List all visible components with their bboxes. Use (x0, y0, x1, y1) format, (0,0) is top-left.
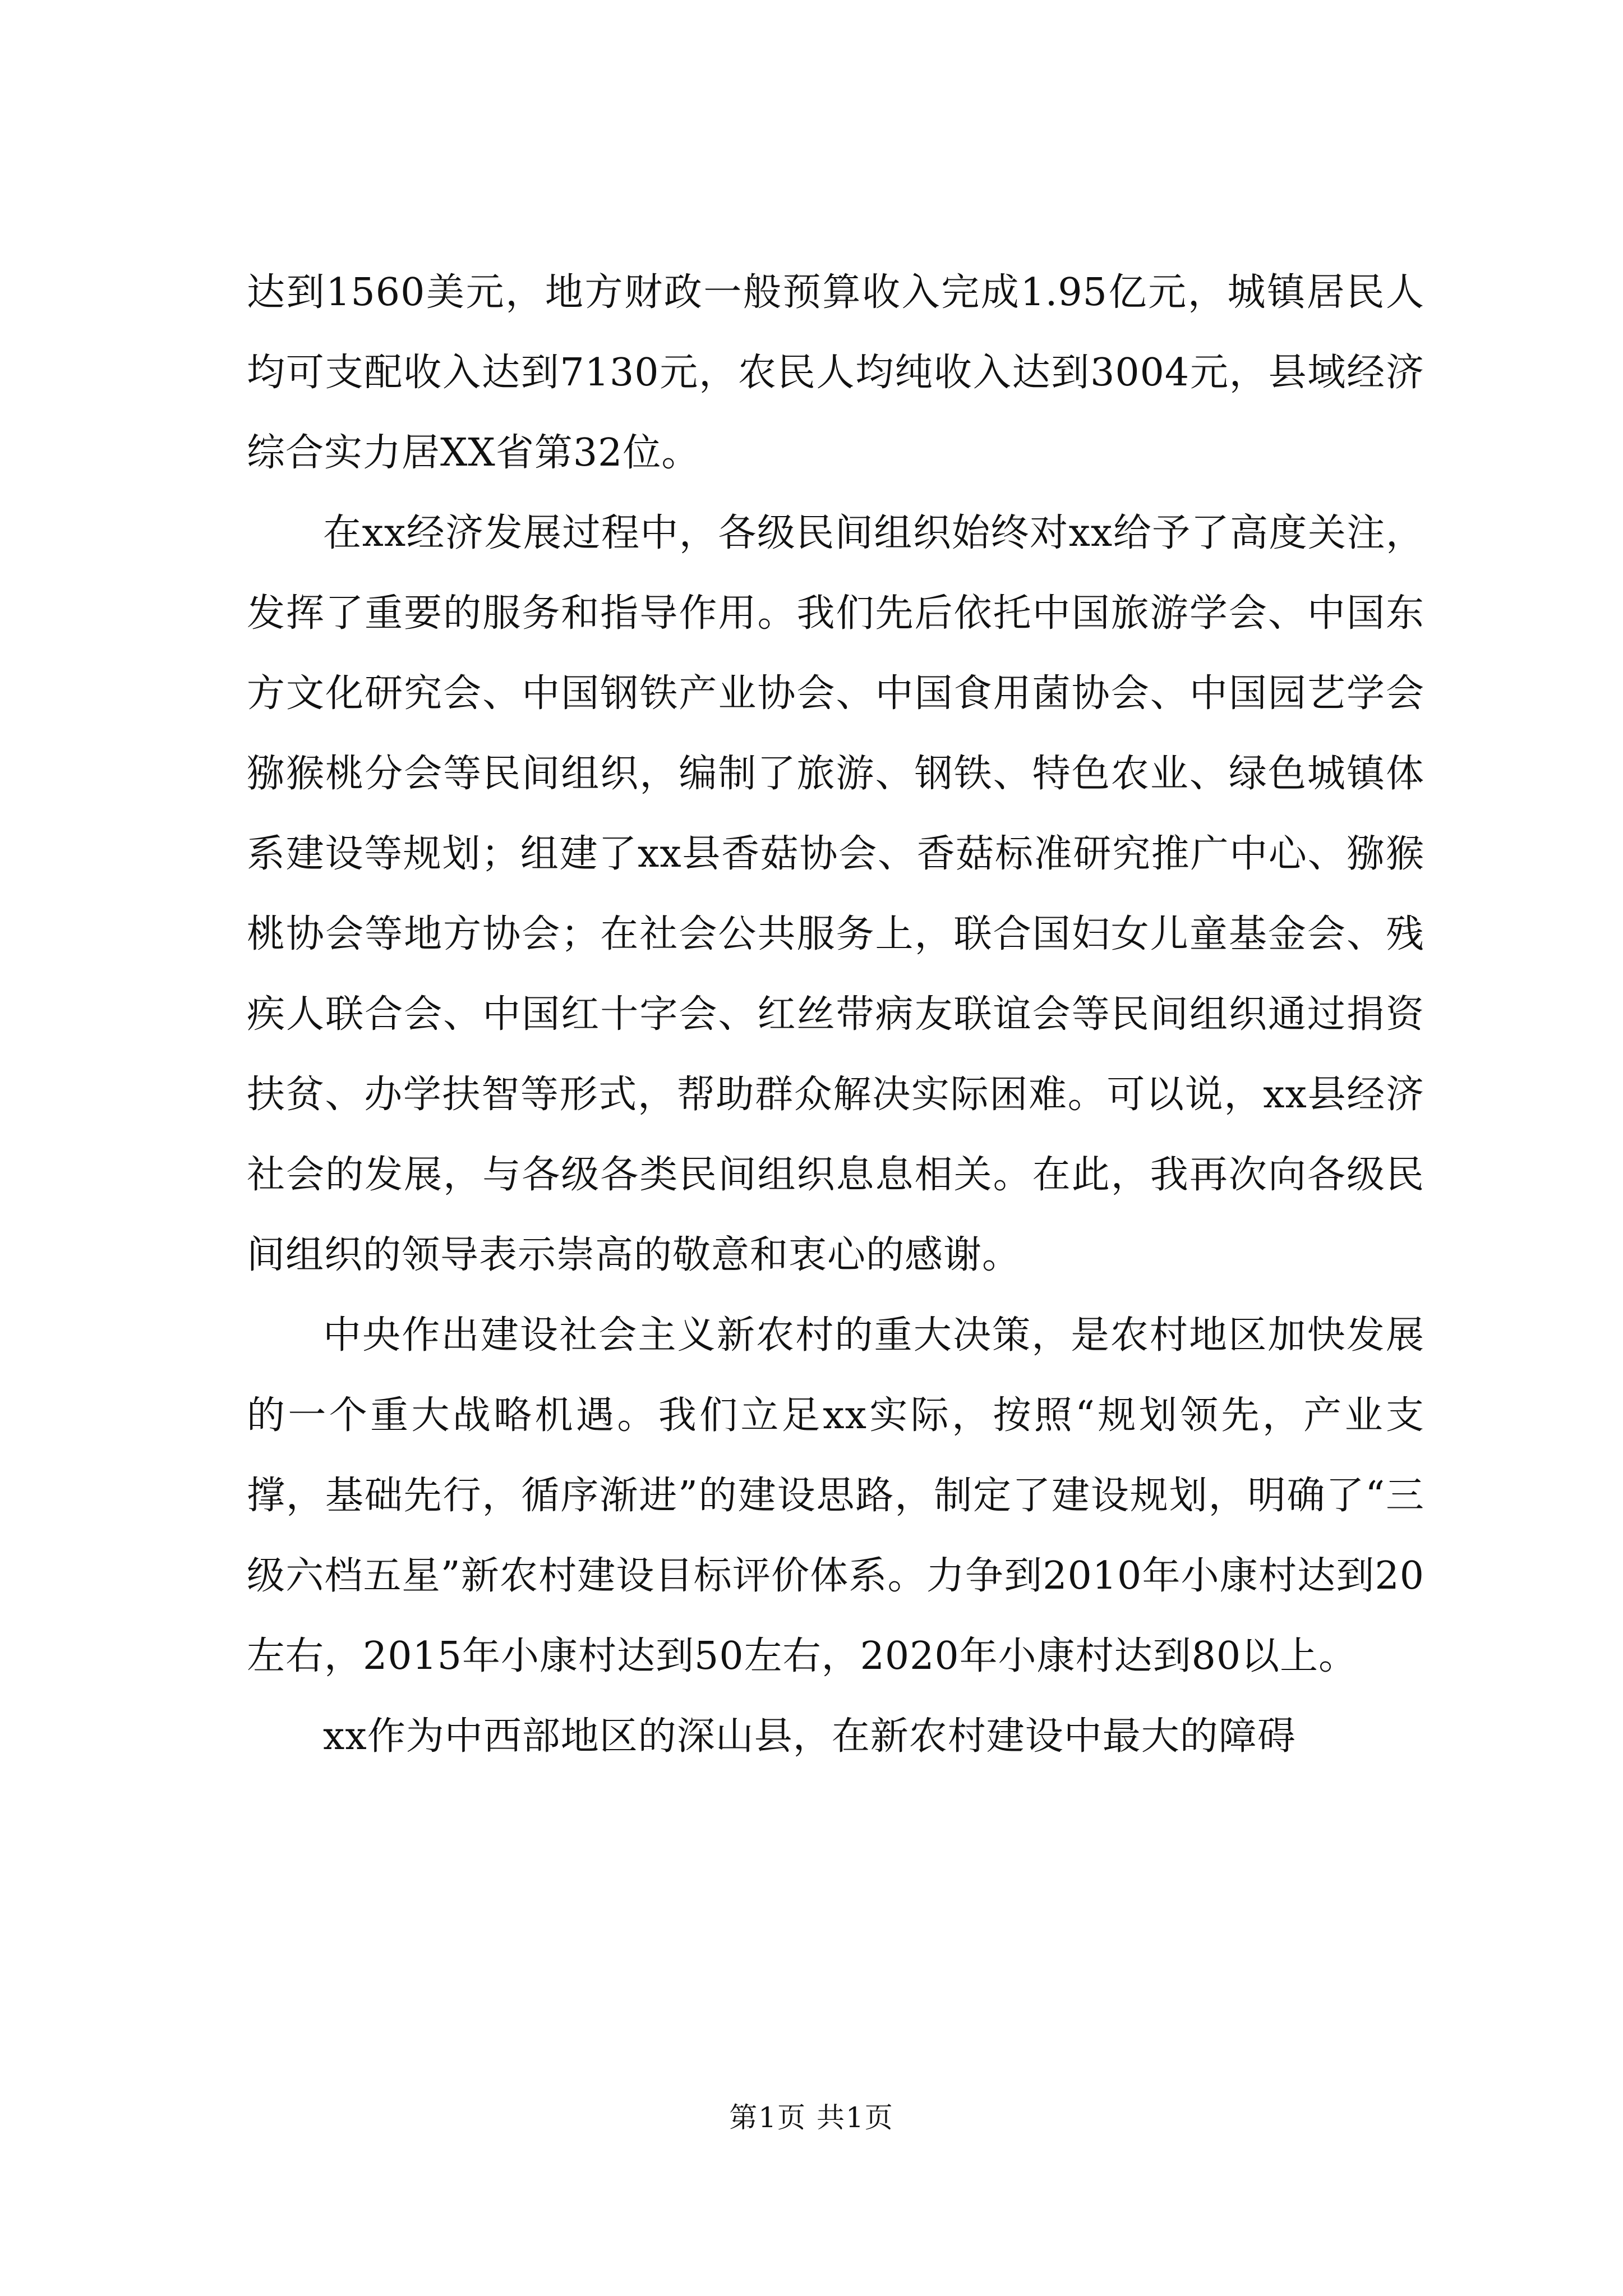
paragraph-3: 中央作出建设社会主义新农村的重大决策，是农村地区加快发展的一个重大战略机遇。我们立足xx实际，按照“规划领先，产业支撑，基础先行，循序渐进”的建设思路，制定了建设规划，明确了“三级六档五星”新农村建设目标评价体系。力争到2010年小康村达到20左右，2015年小康村达到50左右，2020年小康村达到80以上。 (247, 1313, 1424, 1678)
page-footer: 第1页 共1页 (729, 2101, 894, 2134)
paragraph-4: xx作为中西部地区的深山县，在新农村建设中最大的障碍 (323, 1714, 1296, 1759)
paragraph-1: 达到1560美元，地方财政一般预算收入完成1.95亿元，城镇居民人均可支配收入达到7130元，农民人均纯收入达到3004元，县域经济综合实力居XX省第32位。 (247, 270, 1424, 475)
paragraph-2: 在xx经济发展过程中，各级民间组织始终对xx给予了高度关注，发挥了重要的服务和指导作用。我们先后依托中国旅游学会、中国东方文化研究会、中国钢铁产业协会、中国食用菌协会、中国园艺学会猕猴桃分会等民间组织，编制了旅游、钢铁、特色农业、绿色城镇体系建设等规划；组建了xx县香菇协会、香菇标准研究推广中心、猕猴桃协会等地方协会；在社会公共服务上，联合国妇女儿童基金会、残疾人联合会、中国红十字会、红丝带病友联谊会等民间组织通过捐资扶贫、办学扶智等形式，帮助群众解决实际困难。可以说，xx县经济社会的发展，与各级各类民间组织息息相关。在此，我再次向各级民间组织的领导表示崇高的敬意和衷心的感谢。 (247, 511, 1424, 1277)
body-text (247, 252, 1424, 1777)
